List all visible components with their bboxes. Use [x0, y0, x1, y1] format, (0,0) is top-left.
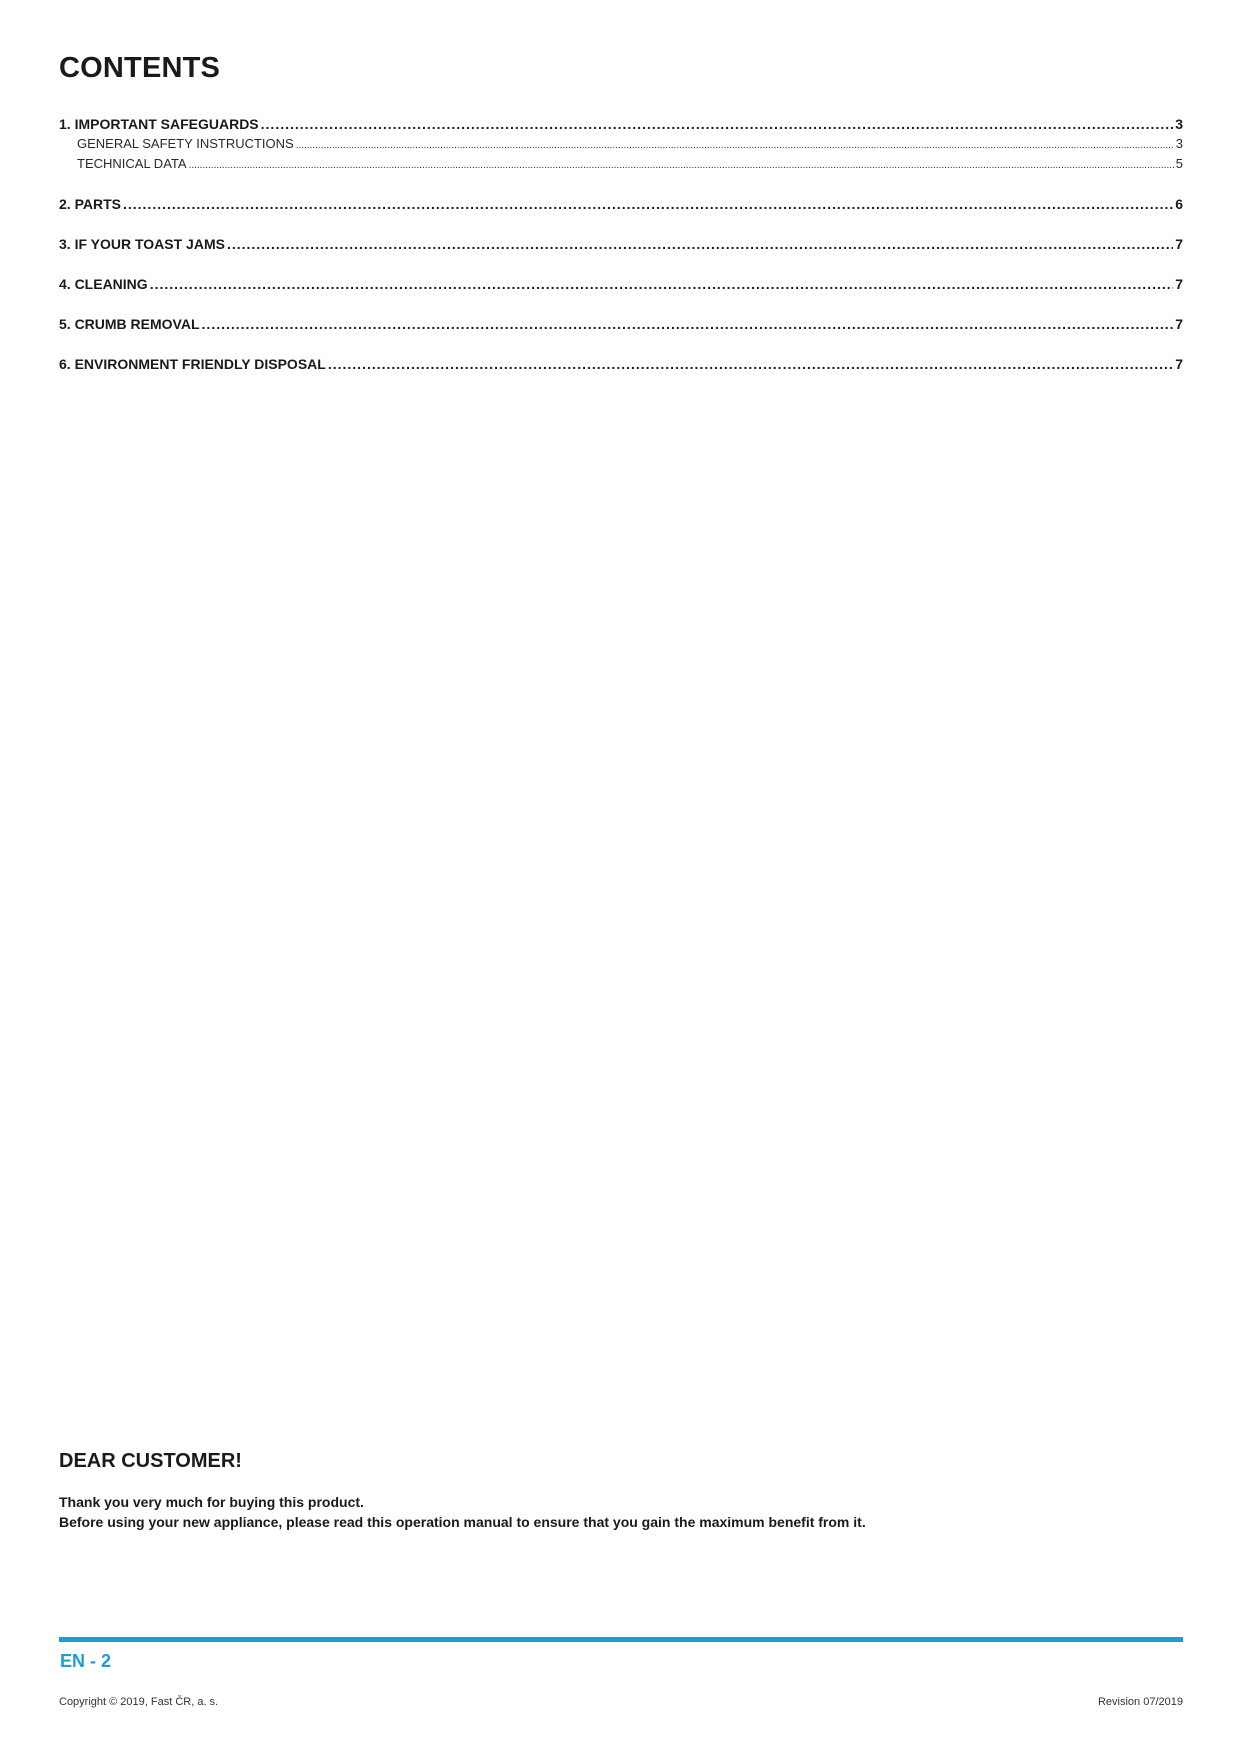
toc-dot-leader	[328, 354, 1173, 374]
copyright-notice: Copyright © 2019, Fast ČR, a. s.	[59, 1696, 219, 1708]
toc-dot-leader	[227, 234, 1173, 254]
toc-entry-label: 3. IF YOUR TOAST JAMS	[59, 236, 225, 252]
toc-entry-page: 7	[1175, 356, 1183, 372]
toc-dot-leader	[202, 314, 1174, 334]
table-of-contents	[59, 114, 1183, 374]
toc-dot-leader	[123, 194, 1173, 214]
toc-entry-technical-data[interactable]	[59, 154, 1183, 174]
toc-entry-page: 5	[1175, 156, 1183, 171]
toc-entry-disposal[interactable]	[59, 354, 1183, 374]
toc-entry-label: 5. CRUMB REMOVAL	[59, 316, 200, 332]
toc-entry-page: 3	[1175, 136, 1183, 151]
toc-entry-page: 3	[1175, 116, 1183, 132]
page-title: CONTENTS	[59, 52, 221, 84]
toc-entry-crumb-removal[interactable]	[59, 314, 1183, 334]
toc-entry-label: TECHNICAL DATA	[77, 156, 187, 171]
toc-entry-important-safeguards[interactable]	[59, 114, 1183, 134]
toc-dot-leader	[189, 156, 1174, 174]
page-number: EN - 2	[60, 1651, 112, 1671]
customer-heading: DEAR CUSTOMER!	[59, 1450, 242, 1472]
revision-label: Revision 07/2019	[1097, 1696, 1183, 1708]
customer-message-line: Before using your new appliance, please read this operation manual to ensure that you gain the maximum benefit from it.	[59, 1514, 866, 1530]
toc-entry-general-safety-instructions[interactable]	[59, 134, 1183, 154]
toc-entry-page: 7	[1175, 236, 1183, 252]
toc-entry-label: 4. CLEANING	[59, 276, 148, 292]
toc-entry-label: 1. IMPORTANT SAFEGUARDS	[59, 116, 259, 132]
toc-dot-leader	[296, 136, 1174, 154]
customer-message-line: Thank you very much for buying this product.	[59, 1494, 364, 1510]
toc-entry-page: 7	[1175, 316, 1183, 332]
toc-entry-label: 2. PARTS	[59, 196, 121, 212]
toc-entry-page: 6	[1175, 196, 1183, 212]
toc-entry-cleaning[interactable]	[59, 274, 1183, 294]
toc-entry-toast-jams[interactable]	[59, 234, 1183, 254]
toc-entry-parts[interactable]	[59, 194, 1183, 214]
customer-message	[59, 1492, 866, 1532]
footer-divider	[59, 1637, 1183, 1642]
toc-dot-leader	[261, 114, 1174, 134]
toc-dot-leader	[150, 274, 1174, 294]
toc-entry-page: 7	[1175, 276, 1183, 292]
toc-entry-label: GENERAL SAFETY INSTRUCTIONS	[77, 136, 294, 151]
toc-entry-label: 6. ENVIRONMENT FRIENDLY DISPOSAL	[59, 356, 326, 372]
